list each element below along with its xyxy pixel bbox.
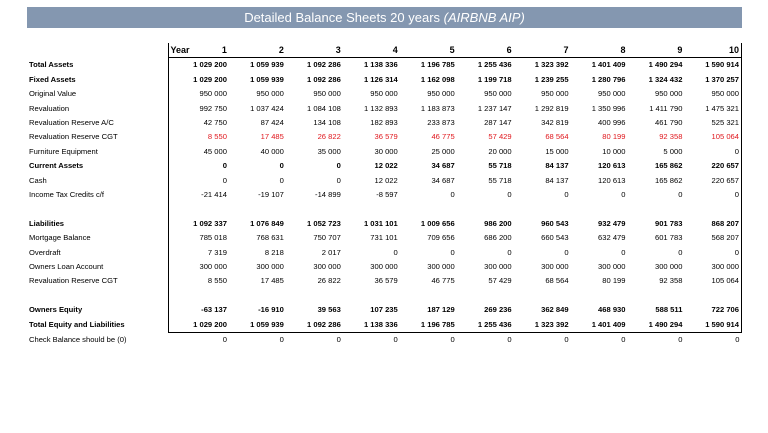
row-label: Revaluation Reserve A/C	[29, 118, 114, 128]
value-cell: 1 590 914	[684, 318, 741, 333]
value-cell: 40 000	[260, 146, 284, 156]
value-cell: 950 000	[370, 89, 398, 99]
value-cell: 0	[279, 161, 284, 171]
value-cell	[571, 289, 628, 303]
value-cell: 1 255 436	[477, 60, 512, 70]
value-cell: 0	[678, 247, 683, 257]
value-cell: 107 235	[370, 305, 398, 315]
value-cell: 300 000	[313, 262, 341, 272]
value-cell: 165 862	[654, 161, 683, 171]
value-cell: 950 000	[256, 89, 284, 99]
value-cell: 8 550	[207, 276, 227, 286]
value-cell: -63 137	[201, 305, 227, 315]
value-cell: 1 323 392	[534, 60, 569, 70]
table-row	[27, 217, 742, 231]
value-cell: 36 579	[374, 276, 398, 286]
value-cell: 0	[222, 175, 227, 185]
value-cell: 300 000	[598, 262, 626, 272]
value-cell: 722 706	[684, 303, 741, 317]
value-cell: 785 018	[199, 233, 227, 243]
value-cell	[286, 289, 343, 303]
value-cell: 568 207	[684, 231, 741, 245]
value-cell: 1 059 939	[250, 74, 284, 84]
value-cell	[457, 202, 514, 216]
value-cell: -8 597	[376, 190, 398, 200]
value-cell: 1 031 101	[363, 218, 398, 228]
row-label	[27, 202, 168, 216]
value-cell: 1 138 336	[343, 318, 400, 333]
value-cell: 68 564	[545, 132, 569, 142]
value-cell: 1 490 294	[648, 60, 683, 70]
value-cell: 45 000	[203, 146, 227, 156]
value-cell: -21 414	[201, 190, 227, 200]
value-cell: 342 819	[541, 118, 569, 128]
row-label: Income Tax Credits c/f	[29, 190, 104, 200]
year-header-row	[27, 43, 742, 58]
value-cell: 92 358	[659, 276, 683, 286]
table-row	[27, 260, 742, 274]
value-cell: 25 000	[431, 146, 455, 156]
value-cell: 36 579	[374, 132, 398, 142]
value-cell	[172, 289, 229, 303]
value-cell: 269 236	[484, 305, 512, 315]
value-cell: 42 750	[203, 118, 227, 128]
value-cell: 0	[279, 335, 284, 345]
table-row	[27, 231, 742, 245]
value-cell: 7 319	[207, 247, 227, 257]
row-label: Furniture Equipment	[29, 146, 98, 156]
value-cell: 5 000	[663, 146, 683, 156]
value-cell: 12 022	[374, 175, 398, 185]
row-label: Total Assets	[29, 60, 74, 70]
table-row	[27, 58, 742, 73]
value-cell: 1 199 718	[477, 74, 512, 84]
value-cell: 362 849	[541, 305, 569, 315]
table-row	[27, 87, 742, 101]
value-cell: 950 000	[684, 87, 741, 101]
value-cell: 750 707	[313, 233, 341, 243]
row-label: Fixed Assets	[29, 74, 76, 84]
row-label: Revaluation Reserve CGT	[29, 276, 118, 286]
value-cell	[628, 202, 685, 216]
table-row	[27, 202, 742, 216]
value-cell: 868 207	[684, 217, 741, 231]
value-cell: 134 108	[313, 118, 341, 128]
value-cell: 0	[684, 145, 741, 159]
value-cell: 0	[564, 335, 569, 345]
value-cell	[229, 202, 286, 216]
value-cell: 220 657	[684, 174, 741, 188]
value-cell	[400, 289, 457, 303]
row-label: Revaluation	[29, 103, 70, 113]
value-cell: 461 790	[654, 118, 683, 128]
value-cell: 300 000	[427, 262, 455, 272]
value-cell: 1 009 656	[420, 218, 455, 228]
table-row	[27, 274, 742, 288]
value-cell: 950 000	[654, 89, 683, 99]
value-cell: -19 107	[258, 190, 284, 200]
value-cell: 84 137	[545, 175, 569, 185]
value-cell: 17 485	[260, 276, 284, 286]
row-label: Total Equity and Liabilities	[29, 319, 125, 329]
value-cell: 1 029 200	[193, 74, 227, 84]
year-header-cell: 10	[684, 43, 741, 58]
value-cell: 300 000	[684, 260, 741, 274]
value-cell: 0	[678, 335, 683, 345]
value-cell: 1 324 432	[648, 74, 683, 84]
value-cell	[400, 202, 457, 216]
value-cell: 1 092 337	[193, 218, 227, 228]
value-cell	[457, 289, 514, 303]
value-cell: 300 000	[541, 262, 569, 272]
value-cell: 46 775	[431, 132, 455, 142]
value-cell: 0	[564, 190, 569, 200]
value-cell	[684, 202, 741, 216]
value-cell: 0	[393, 247, 398, 257]
value-cell	[286, 202, 343, 216]
value-cell: 300 000	[370, 262, 398, 272]
value-cell: 1 350 996	[591, 103, 626, 113]
value-cell: 950 000	[598, 89, 626, 99]
value-cell: 1 411 790	[649, 103, 683, 113]
value-cell: 660 543	[541, 233, 569, 243]
sheet-title: Detailed Balance Sheets 20 years	[244, 10, 444, 25]
row-label	[27, 289, 168, 303]
table-row	[27, 73, 742, 87]
value-cell: 34 687	[431, 161, 455, 171]
value-cell: 1 059 939	[229, 318, 286, 333]
value-cell: 1 196 785	[420, 60, 455, 70]
value-cell: 35 000	[317, 146, 341, 156]
value-cell: -14 899	[315, 190, 341, 200]
value-cell: 15 000	[545, 146, 569, 156]
value-cell: 8 218	[264, 247, 284, 257]
value-cell: 1 138 336	[363, 60, 398, 70]
value-cell: 525 321	[684, 116, 741, 130]
sheet-title-bar	[27, 7, 742, 28]
value-cell: 300 000	[654, 262, 683, 272]
value-cell: 950 000	[484, 89, 512, 99]
year-header-cell: 3	[286, 43, 343, 58]
value-cell: 20 000	[488, 146, 512, 156]
value-cell: -16 910	[258, 305, 284, 315]
value-cell	[343, 289, 400, 303]
value-cell	[343, 202, 400, 216]
table-row	[27, 145, 742, 159]
year-header-cell: 1	[172, 43, 229, 58]
value-cell: 12 022	[374, 161, 398, 171]
value-cell: 55 718	[488, 161, 512, 171]
value-cell: 0	[507, 335, 512, 345]
value-cell: 1 475 321	[684, 102, 741, 116]
value-cell: 1 237 147	[477, 103, 512, 113]
value-cell: 182 893	[370, 118, 398, 128]
row-label: Cash	[29, 175, 47, 185]
value-cell: 300 000	[484, 262, 512, 272]
value-cell	[514, 289, 571, 303]
value-cell: 400 996	[598, 118, 626, 128]
value-cell	[571, 202, 628, 216]
value-cell: 1 183 873	[420, 103, 455, 113]
value-cell	[514, 202, 571, 216]
value-cell: 1 401 409	[591, 60, 626, 70]
value-cell: 1 490 294	[628, 318, 685, 333]
value-cell: 10 000	[602, 146, 626, 156]
table-row	[27, 159, 742, 173]
value-cell: 0	[621, 190, 626, 200]
value-cell: 950 000	[313, 89, 341, 99]
year-label: Year	[168, 43, 172, 58]
value-cell: 1 092 286	[286, 318, 343, 333]
value-cell: 0	[336, 175, 341, 185]
table-row	[27, 188, 742, 202]
value-cell: 0	[393, 335, 398, 345]
value-cell: 632 479	[598, 233, 626, 243]
value-cell: 1 401 409	[571, 318, 628, 333]
row-label: Original Value	[29, 89, 77, 99]
value-cell: 0	[621, 247, 626, 257]
value-cell: 105 064	[684, 274, 741, 288]
value-cell: 950 000	[541, 89, 569, 99]
value-cell: 0	[564, 247, 569, 257]
value-cell: 17 485	[260, 132, 284, 142]
value-cell: 1 162 098	[420, 74, 455, 84]
table-row	[27, 174, 742, 188]
value-cell: 1 029 200	[172, 318, 229, 333]
table-row	[27, 333, 742, 348]
value-cell	[628, 289, 685, 303]
value-cell: 220 657	[684, 159, 741, 173]
row-label: Owners Loan Account	[29, 262, 104, 272]
row-label: Overdraft	[29, 247, 61, 257]
value-cell: 26 822	[317, 132, 341, 142]
value-cell: 588 511	[655, 305, 683, 315]
value-cell: 87 424	[260, 118, 284, 128]
value-cell: 0	[684, 246, 741, 260]
value-cell: 601 783	[654, 233, 683, 243]
value-cell: 84 137	[545, 161, 569, 171]
year-header-cell: 9	[628, 43, 685, 58]
value-cell: 39 563	[317, 305, 341, 315]
value-cell: 1 370 257	[684, 73, 741, 87]
value-cell: 0	[222, 335, 227, 345]
table-row	[27, 289, 742, 303]
value-cell: 768 631	[256, 233, 284, 243]
table-row	[27, 130, 742, 144]
value-cell: 0	[735, 335, 740, 345]
value-cell: 0	[450, 335, 455, 345]
value-cell: 165 862	[654, 175, 683, 185]
value-cell: 46 775	[431, 276, 455, 286]
balance-sheet-table	[27, 43, 742, 348]
value-cell: 0	[279, 175, 284, 185]
value-cell: 8 550	[207, 132, 227, 142]
value-cell: 0	[450, 247, 455, 257]
value-cell: 1 092 286	[307, 74, 341, 84]
header-blank-cell	[27, 43, 168, 58]
value-cell: 300 000	[256, 262, 284, 272]
row-label: Owners Equity	[29, 305, 83, 315]
value-cell: 300 000	[199, 262, 227, 272]
value-cell: 1 590 914	[684, 58, 741, 73]
year-header-cell: 6	[457, 43, 514, 58]
year-header-cell: 4	[343, 43, 400, 58]
table-row	[27, 246, 742, 260]
value-cell: 1 323 392	[514, 318, 571, 333]
value-cell: 120 613	[598, 161, 626, 171]
value-cell: 1 132 893	[363, 103, 398, 113]
value-cell: 287 147	[484, 118, 512, 128]
value-cell: 57 429	[488, 276, 512, 286]
value-cell: 0	[621, 335, 626, 345]
value-cell: 92 358	[659, 132, 683, 142]
value-cell	[229, 289, 286, 303]
row-label: Liabilities	[29, 218, 65, 228]
value-cell: 0	[336, 161, 341, 171]
value-cell: 901 783	[654, 218, 683, 228]
value-cell: 731 101	[370, 233, 398, 243]
value-cell: 1 280 796	[591, 74, 626, 84]
value-cell: 468 930	[598, 305, 626, 315]
value-cell: 1 052 723	[307, 218, 341, 228]
value-cell: 960 543	[541, 218, 569, 228]
value-cell: 932 479	[598, 218, 626, 228]
value-cell	[684, 289, 741, 303]
value-cell: 686 200	[484, 233, 512, 243]
year-header-cell: 8	[571, 43, 628, 58]
row-label: Mortgage Balance	[29, 233, 91, 243]
table-row	[27, 116, 742, 130]
value-cell: 1 126 314	[363, 74, 398, 84]
value-cell: 80 199	[602, 276, 626, 286]
value-cell	[172, 202, 229, 216]
value-cell: 986 200	[484, 218, 512, 228]
value-cell: 1 037 424	[250, 103, 284, 113]
value-cell: 1 029 200	[193, 60, 227, 70]
value-cell: 0	[450, 190, 455, 200]
value-cell: 992 750	[199, 103, 227, 113]
value-cell: 0	[678, 190, 683, 200]
year-header-cell: 5	[400, 43, 457, 58]
value-cell: 30 000	[374, 146, 398, 156]
table-row	[27, 102, 742, 116]
value-cell: 0	[684, 188, 741, 202]
value-cell: 1 076 849	[250, 218, 284, 228]
value-cell: 1 255 436	[457, 318, 514, 333]
value-cell: 709 656	[427, 233, 455, 243]
value-cell: 2 017	[321, 247, 341, 257]
value-cell: 57 429	[488, 132, 512, 142]
value-cell: 68 564	[545, 276, 569, 286]
value-cell: 187 129	[427, 305, 455, 315]
value-cell: 105 064	[684, 130, 741, 144]
value-cell: 0	[507, 190, 512, 200]
value-cell: 1 292 819	[534, 103, 569, 113]
row-label: Revaluation Reserve CGT	[29, 132, 118, 142]
value-cell: 233 873	[427, 118, 455, 128]
value-cell: 0	[222, 161, 227, 171]
value-cell: 1 239 255	[534, 74, 569, 84]
value-cell: 1 059 939	[250, 60, 284, 70]
value-cell: 120 613	[598, 175, 626, 185]
year-header-cell: 2	[229, 43, 286, 58]
table-row	[27, 303, 742, 317]
value-cell: 950 000	[199, 89, 227, 99]
value-cell: 950 000	[427, 89, 455, 99]
row-label: Check Balance should be (0)	[29, 334, 127, 344]
value-cell: 80 199	[602, 132, 626, 142]
value-cell: 1 196 785	[400, 318, 457, 333]
sheet-subtitle: (AIRBNB AIP)	[443, 10, 525, 25]
value-cell: 1 092 286	[307, 60, 341, 70]
year-header-cell: 7	[514, 43, 571, 58]
value-cell: 1 084 108	[307, 103, 341, 113]
value-cell: 34 687	[431, 175, 455, 185]
value-cell: 55 718	[488, 175, 512, 185]
row-label: Current Assets	[29, 161, 84, 171]
table-row	[27, 318, 742, 333]
value-cell: 0	[336, 335, 341, 345]
value-cell: 26 822	[317, 276, 341, 286]
value-cell: 0	[507, 247, 512, 257]
